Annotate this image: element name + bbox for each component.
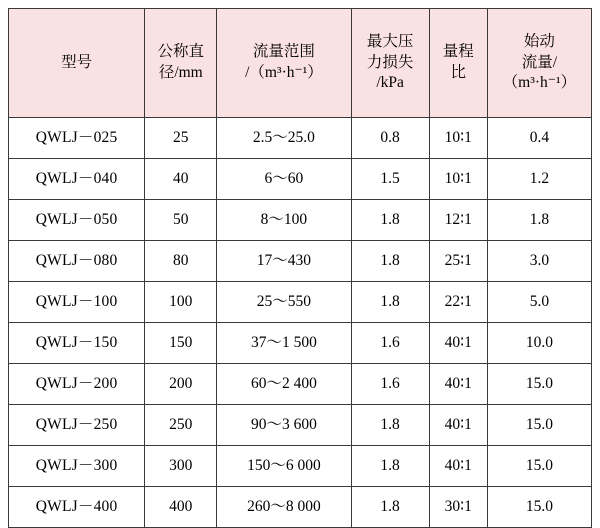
- cell-nominal-diameter: 300: [145, 446, 217, 487]
- cell-model: QWLJ－200: [9, 364, 145, 405]
- table-row: [9, 323, 592, 364]
- cell-range-ratio: 40∶1: [429, 446, 487, 487]
- cell-model: QWLJ－300: [9, 446, 145, 487]
- header-flow-range-line-2: /（m³·h⁻¹）: [245, 64, 323, 81]
- header-start-flow-line-1: 始动: [523, 32, 555, 50]
- table-body: [9, 118, 592, 528]
- cell-range-ratio: 22∶1: [429, 282, 487, 323]
- header-max-pressure-loss-line-3: /kPa: [376, 74, 404, 92]
- cell-flow-range: 25～550: [217, 282, 351, 323]
- cell-max-pressure-loss: 1.6: [351, 323, 429, 364]
- header-nominal-diameter-line-1: 公称直: [157, 43, 205, 61]
- cell-nominal-diameter: 100: [145, 282, 217, 323]
- cell-start-flow: 15.0: [487, 364, 591, 405]
- cell-model: QWLJ－080: [9, 241, 145, 282]
- cell-nominal-diameter: 150: [145, 323, 217, 364]
- cell-start-flow: 0.4: [487, 118, 591, 159]
- cell-model: QWLJ－150: [9, 323, 145, 364]
- cell-range-ratio: 30∶1: [429, 487, 487, 528]
- header-max-pressure-loss-line-1: 最大压: [366, 32, 414, 50]
- header-range-ratio-line-2: 比: [450, 64, 466, 81]
- header-row: [9, 9, 592, 118]
- cell-model: QWLJ－025: [9, 118, 145, 159]
- table-row: [9, 405, 592, 446]
- cell-range-ratio: 40∶1: [429, 323, 487, 364]
- cell-start-flow: 1.2: [487, 159, 591, 200]
- cell-range-ratio: 40∶1: [429, 405, 487, 446]
- cell-model: QWLJ－040: [9, 159, 145, 200]
- cell-max-pressure-loss: 1.8: [351, 487, 429, 528]
- cell-range-ratio: 40∶1: [429, 364, 487, 405]
- cell-start-flow: 15.0: [487, 487, 591, 528]
- cell-model: QWLJ－050: [9, 200, 145, 241]
- cell-max-pressure-loss: 1.8: [351, 405, 429, 446]
- cell-flow-range: 150～6 000: [217, 446, 351, 487]
- cell-flow-range: 17～430: [217, 241, 351, 282]
- cell-flow-range: 2.5～25.0: [217, 118, 351, 159]
- header-max-pressure-loss: [351, 9, 429, 118]
- cell-range-ratio: 12∶1: [429, 200, 487, 241]
- header-nominal-diameter-line-2: 径/mm: [158, 64, 203, 81]
- header-start-flow-line-3: （m³·h⁻¹）: [502, 74, 577, 92]
- cell-nominal-diameter: 250: [145, 405, 217, 446]
- header-model: [9, 9, 145, 118]
- cell-model: QWLJ－250: [9, 405, 145, 446]
- header-range-ratio: [429, 9, 487, 118]
- table-row: [9, 159, 592, 200]
- cell-nominal-diameter: 80: [145, 241, 217, 282]
- cell-start-flow: 10.0: [487, 323, 591, 364]
- header-model-line-1: 型号: [61, 53, 93, 71]
- header-range-ratio-line-1: 量程: [442, 43, 474, 61]
- cell-nominal-diameter: 25: [145, 118, 217, 159]
- header-max-pressure-loss-line-2: 力损失: [366, 53, 414, 71]
- cell-flow-range: 60～2 400: [217, 364, 351, 405]
- cell-max-pressure-loss: 1.5: [351, 159, 429, 200]
- table-header: [9, 9, 592, 118]
- cell-start-flow: 1.8: [487, 200, 591, 241]
- header-flow-range: [217, 9, 351, 118]
- cell-max-pressure-loss: 1.8: [351, 282, 429, 323]
- cell-flow-range: 90～3 600: [217, 405, 351, 446]
- cell-flow-range: 260～8 000: [217, 487, 351, 528]
- cell-flow-range: 8～100: [217, 200, 351, 241]
- table-row: [9, 282, 592, 323]
- cell-start-flow: 15.0: [487, 446, 591, 487]
- cell-max-pressure-loss: 1.6: [351, 364, 429, 405]
- cell-max-pressure-loss: 1.8: [351, 241, 429, 282]
- table-row: [9, 118, 592, 159]
- cell-range-ratio: 25∶1: [429, 241, 487, 282]
- header-start-flow-line-2: 流量/: [521, 53, 558, 71]
- header-nominal-diameter: [145, 9, 217, 118]
- cell-nominal-diameter: 200: [145, 364, 217, 405]
- cell-nominal-diameter: 400: [145, 487, 217, 528]
- cell-nominal-diameter: 40: [145, 159, 217, 200]
- table-row: [9, 241, 592, 282]
- table-row: [9, 364, 592, 405]
- cell-range-ratio: 10∶1: [429, 159, 487, 200]
- cell-max-pressure-loss: 0.8: [351, 118, 429, 159]
- cell-start-flow: 5.0: [487, 282, 591, 323]
- cell-max-pressure-loss: 1.8: [351, 200, 429, 241]
- cell-flow-range: 37～1 500: [217, 323, 351, 364]
- table-row: [9, 487, 592, 528]
- cell-model: QWLJ－400: [9, 487, 145, 528]
- header-flow-range-line-1: 流量范围: [252, 43, 315, 61]
- table-row: [9, 200, 592, 241]
- cell-start-flow: 3.0: [487, 241, 591, 282]
- table-row: [9, 446, 592, 487]
- header-start-flow: [487, 9, 591, 118]
- cell-range-ratio: 10∶1: [429, 118, 487, 159]
- cell-max-pressure-loss: 1.8: [351, 446, 429, 487]
- cell-nominal-diameter: 50: [145, 200, 217, 241]
- cell-flow-range: 6～60: [217, 159, 351, 200]
- cell-model: QWLJ－100: [9, 282, 145, 323]
- specification-table: [8, 8, 592, 528]
- cell-start-flow: 15.0: [487, 405, 591, 446]
